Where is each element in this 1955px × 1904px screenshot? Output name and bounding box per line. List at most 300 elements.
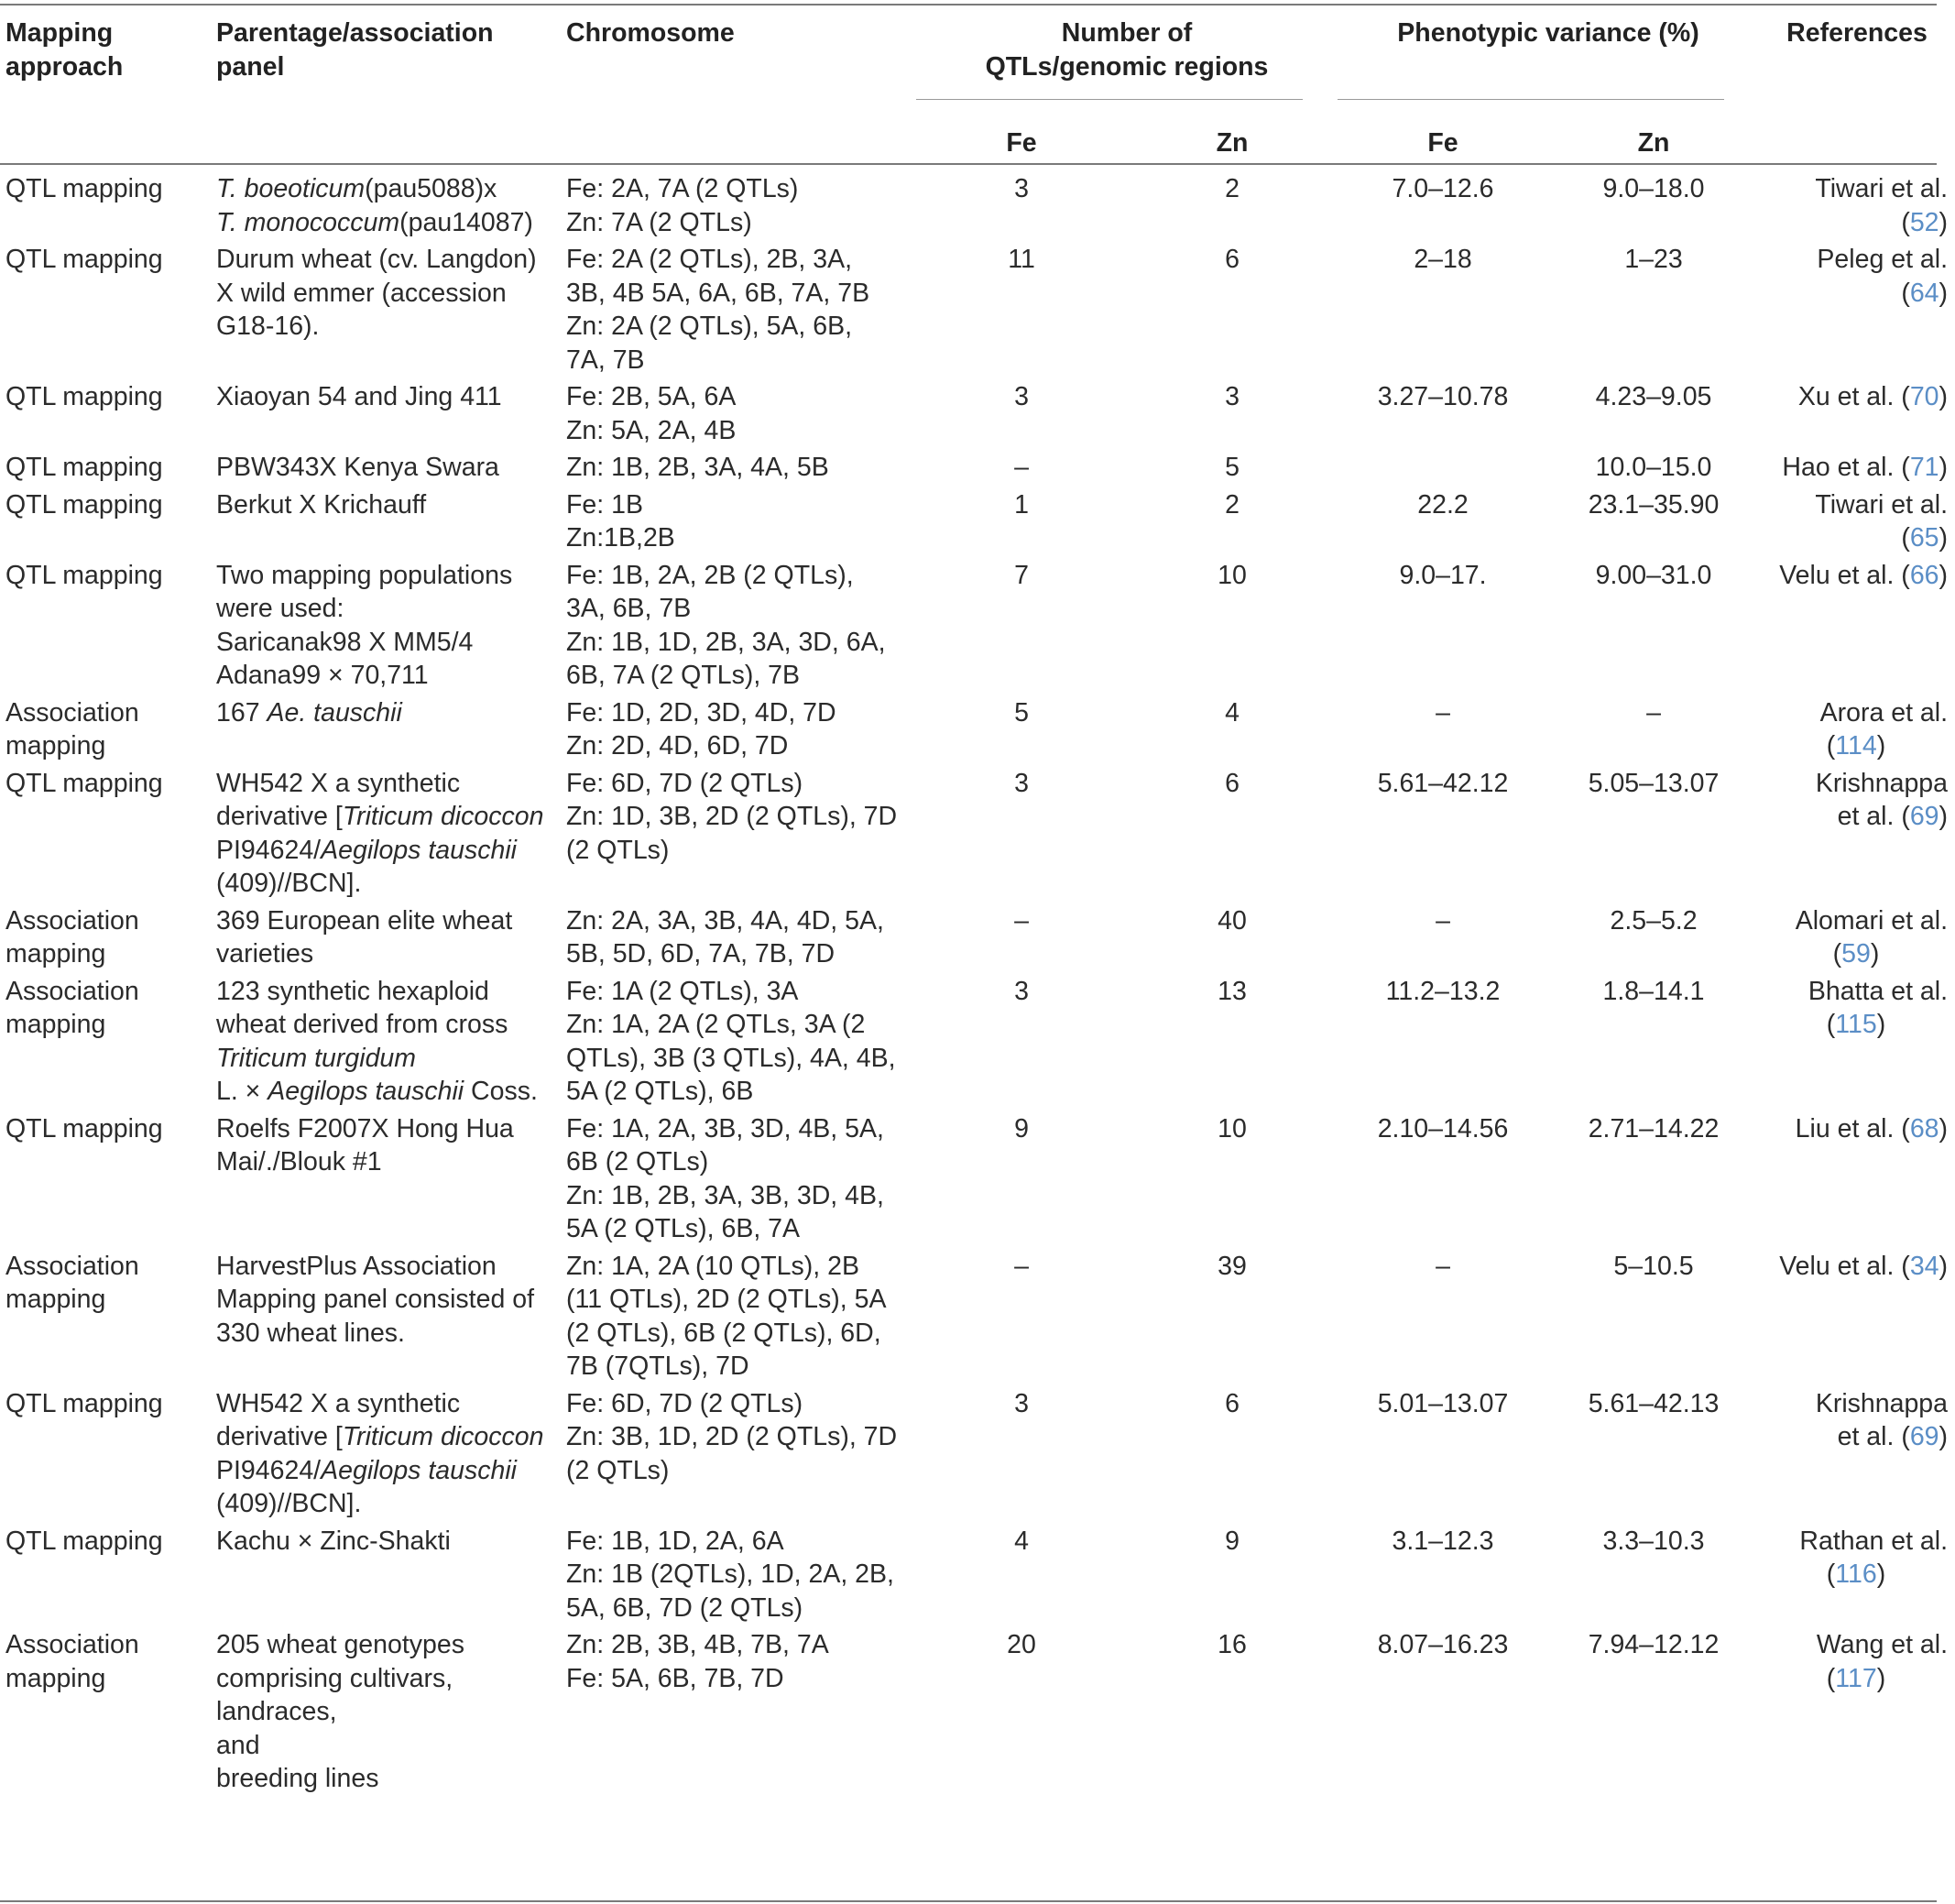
table-row (0, 485, 1955, 555)
reference-line (1764, 1008, 1948, 1042)
cell-number-fe: 3 (1014, 1388, 1029, 1418)
cell-reference (1759, 693, 1955, 763)
panel-text: Saricanak98 X MM5/4 (216, 627, 474, 657)
panel-line (216, 1042, 555, 1076)
panel-line (216, 626, 555, 660)
chromosome-line: Zn:1B,2B (566, 523, 675, 553)
table-row (0, 971, 1955, 1109)
reference-text: Tiwari et al. ( (1815, 174, 1949, 237)
cell-reference (1759, 555, 1955, 693)
cell-panel (211, 901, 561, 971)
panel-line (216, 559, 555, 593)
panel-line (216, 1662, 555, 1696)
panel-text: Aegilops tauschii (268, 1077, 464, 1106)
cell-variance-fe: 22.2 (1417, 489, 1469, 520)
reference-citation: 68 (1909, 1113, 1939, 1143)
cell-panel (211, 377, 561, 447)
reference-text: ) (1939, 453, 1949, 482)
chromosome-line: Fe: 1B (566, 489, 643, 520)
cell-reference (1759, 763, 1955, 901)
panel-line (216, 310, 555, 344)
chromosome-line: Zn: 3B, 1D, 2D (2 QTLs), 7D (566, 1422, 898, 1451)
reference-line (1764, 243, 1948, 310)
table-row (0, 169, 1955, 239)
chromosome-line: (2 QTLs), 6B (2 QTLs), 6D, (566, 1318, 881, 1348)
qtl-table (0, 4, 1955, 1796)
panel-text: (pau5088)x (365, 174, 497, 203)
panel-line (216, 767, 555, 801)
panel-text: PI94624/ (216, 835, 322, 865)
reference-citation: 70 (1909, 382, 1939, 411)
approach-line: mapping (5, 1663, 106, 1693)
panel-line (216, 1628, 555, 1662)
cell-number-fe: 9 (1014, 1113, 1029, 1143)
reference-line (1764, 559, 1948, 593)
cell-panel (211, 763, 561, 901)
panel-text: PI94624/ (216, 1455, 322, 1485)
panel-text: G18-16). (216, 312, 320, 341)
cell-variance-zn: 5.05–13.07 (1588, 768, 1720, 798)
cell-mapping-approach: QTL mapping (5, 1526, 163, 1556)
chromosome-line: Zn: 2A, 3A, 3B, 4A, 4D, 5A, (566, 905, 884, 936)
cell-mapping-approach (0, 901, 211, 971)
reference-text: Peleg et al. ( (1817, 245, 1949, 308)
reference-line (1764, 729, 1948, 763)
cell-panel (211, 1625, 561, 1796)
panel-line (216, 1387, 555, 1421)
panel-text: Xiaoyan 54 and Jing 411 (216, 382, 502, 411)
cell-variance-zn: 4.23–9.05 (1595, 382, 1712, 411)
cell-number-zn: 6 (1225, 768, 1240, 798)
cell-number-zn: 9 (1225, 1526, 1240, 1556)
reference-text: Liu et al. ( (1795, 1113, 1910, 1143)
reference-citation: 69 (1909, 1422, 1939, 1451)
reference-citation: 64 (1909, 278, 1939, 308)
cell-mapping-approach: QTL mapping (5, 453, 163, 482)
cell-number-fe: 1 (1014, 489, 1029, 520)
chromosome-line: 5A (2 QTLs), 6B (566, 1077, 754, 1106)
reference-citation: 116 (1835, 1559, 1877, 1589)
header-mapping-approach: Mapping approach (5, 18, 124, 82)
cell-panel (211, 239, 561, 377)
cell-variance-fe: – (1436, 905, 1450, 936)
panel-line (216, 1075, 555, 1109)
reference-citation: 117 (1835, 1663, 1877, 1693)
panel-line (216, 1250, 555, 1284)
cell-number-fe: 3 (1014, 174, 1029, 203)
cell-mapping-approach: QTL mapping (5, 1113, 163, 1143)
table-row (0, 239, 1955, 377)
reference-line (1764, 380, 1948, 414)
cell-variance-zn: 9.0–18.0 (1602, 174, 1705, 203)
cell-variance-fe: 2.10–14.56 (1377, 1113, 1509, 1143)
panel-line (216, 1525, 555, 1559)
panel-text: PBW343X Kenya Swara (216, 453, 499, 482)
table-row (0, 763, 1955, 901)
chromosome-line: Zn: 2B, 3B, 4B, 7B, 7A (566, 1630, 829, 1659)
panel-text: WH542 X a synthetic (216, 768, 461, 798)
cell-variance-fe (1338, 447, 1548, 485)
reference-citation: 34 (1909, 1251, 1939, 1281)
reference-text: ) (1939, 1113, 1949, 1143)
panel-text: 369 European elite wheat (216, 905, 513, 936)
reference-citation: 114 (1835, 731, 1877, 761)
header-variance-fe: Fe (1427, 128, 1458, 158)
cell-reference (1759, 1384, 1955, 1521)
panel-text: Two mapping populations (216, 560, 513, 590)
chromosome-line: 7B (7QTLs), 7D (566, 1351, 749, 1381)
cell-reference (1759, 901, 1955, 971)
approach-line: mapping (5, 1010, 106, 1039)
cell-number-fe: – (1014, 453, 1029, 482)
cell-variance-fe: 3.1–12.3 (1392, 1526, 1494, 1556)
panel-line (216, 592, 555, 626)
approach-line: Association (5, 976, 139, 1006)
cell-variance-zn: 3.3–10.3 (1602, 1526, 1705, 1556)
table-row (0, 1521, 1955, 1625)
cell-chromosome (561, 169, 916, 239)
chromosome-line: Fe: 2A (2 QTLs), 2B, 3A, (566, 245, 853, 274)
cell-panel (211, 1384, 561, 1521)
cell-number-fe: 4 (1014, 1526, 1029, 1556)
reference-citation: 65 (1909, 523, 1939, 553)
table-row (0, 1246, 1955, 1384)
cell-number-zn: 39 (1218, 1251, 1247, 1281)
chromosome-line: Fe: 2B, 5A, 6A (566, 382, 737, 411)
reference-citation: 59 (1841, 939, 1871, 968)
panel-text: Aegilops tauschii (321, 835, 517, 865)
cell-variance-zn: 23.1–35.90 (1588, 489, 1720, 520)
panel-text: Triticum dicoccon (342, 802, 544, 831)
cell-variance-fe: 3.27–10.78 (1377, 382, 1509, 411)
reference-text: Xu et al. ( (1797, 382, 1910, 411)
panel-text: Mapping panel consisted of (216, 1285, 534, 1314)
reference-text: et al. ( (1837, 1422, 1910, 1451)
reference-text: ( (1826, 1559, 1836, 1589)
chromosome-line: Fe: 1A, 2A, 3B, 3D, 4B, 5A, (566, 1113, 884, 1143)
header-chromosome: Chromosome (566, 18, 735, 48)
panel-text: Coss. (464, 1077, 538, 1106)
cell-variance-zn: 9.00–31.0 (1595, 560, 1712, 590)
reference-text: ) (1939, 1422, 1949, 1451)
cell-number-zn: 16 (1218, 1630, 1247, 1659)
panel-line (216, 1762, 555, 1796)
panel-text: 123 synthetic hexaploid (216, 976, 489, 1006)
header-variance-zn: Zn (1637, 128, 1670, 158)
reference-text: Velu et al. ( (1779, 1251, 1910, 1281)
cell-reference (1759, 485, 1955, 555)
table-row (0, 377, 1955, 447)
cell-number-zn: 40 (1218, 905, 1247, 936)
reference-text: ) (1939, 207, 1949, 237)
cell-number-fe: 7 (1014, 560, 1029, 590)
cell-mapping-approach (0, 693, 211, 763)
cell-variance-fe: 5.01–13.07 (1377, 1388, 1509, 1418)
reference-text: ) (1870, 939, 1880, 968)
panel-line (216, 380, 555, 414)
chromosome-line: Fe: 1B, 2A, 2B (2 QTLs), (566, 560, 854, 590)
chromosome-line: (11 QTLs), 2D (2 QTLs), 5A (566, 1285, 887, 1314)
approach-line: Association (5, 905, 139, 936)
chromosome-line: Zn: 2D, 4D, 6D, 7D (566, 731, 789, 761)
panel-line (216, 1729, 555, 1763)
cell-panel (211, 485, 561, 555)
approach-line: Association (5, 697, 139, 728)
panel-line (216, 867, 555, 901)
cell-reference (1759, 169, 1955, 239)
panel-line (216, 1112, 555, 1146)
table-body (0, 169, 1955, 1796)
panel-text: varieties (216, 939, 314, 968)
chromosome-line: Zn: 5A, 2A, 4B (566, 415, 737, 445)
panel-text: HarvestPlus Association (216, 1251, 497, 1281)
table-row (0, 1109, 1955, 1246)
panel-line (216, 172, 555, 206)
reference-text: ( (1826, 1010, 1836, 1039)
panel-text: Ae. tauschii (267, 697, 402, 728)
reference-text: ) (1939, 278, 1949, 308)
cell-chromosome (561, 1384, 916, 1521)
cell-chromosome (561, 1521, 916, 1625)
header-panel: Parentage/association panel (216, 18, 494, 82)
cell-panel (211, 1246, 561, 1384)
approach-line: mapping (5, 1285, 106, 1314)
cell-variance-fe: 7.0–12.6 (1392, 174, 1494, 203)
chromosome-line: Fe: 1A (2 QTLs), 3A (566, 976, 799, 1006)
cell-chromosome (561, 447, 916, 485)
header-number-fe: Fe (1006, 128, 1037, 158)
panel-text: 167 (216, 697, 268, 728)
panel-text: Berkut X Krichauff (216, 489, 427, 520)
panel-text: wheat derived from cross (216, 1010, 508, 1039)
cell-number-zn: 13 (1218, 976, 1247, 1006)
header-references: References (1786, 18, 1928, 48)
reference-line (1764, 800, 1948, 834)
reference-text: ) (1939, 1251, 1949, 1281)
reference-line (1764, 451, 1948, 485)
reference-line: Rathan et al. (1799, 1526, 1949, 1556)
panel-line (216, 1317, 555, 1351)
cell-mapping-approach: QTL mapping (5, 245, 163, 274)
cell-chromosome (561, 971, 916, 1109)
cell-variance-fe: – (1436, 1251, 1450, 1281)
cell-chromosome (561, 485, 916, 555)
cell-variance-fe: – (1436, 697, 1450, 728)
chromosome-line: (2 QTLs) (566, 835, 670, 865)
cell-number-zn: 2 (1225, 489, 1240, 520)
panel-text: L. × (216, 1077, 268, 1106)
cell-number-fe: – (1014, 1251, 1029, 1281)
chromosome-line: Fe: 6D, 7D (2 QTLs) (566, 768, 803, 798)
chromosome-line: (2 QTLs) (566, 1455, 670, 1485)
cell-variance-zn: – (1646, 697, 1661, 728)
cell-variance-zn: 7.94–12.12 (1588, 1630, 1720, 1659)
panel-text: landraces, (216, 1697, 337, 1726)
chromosome-line: Fe: 1D, 2D, 3D, 4D, 7D (566, 697, 836, 728)
cell-variance-zn: 2.5–5.2 (1610, 905, 1698, 936)
chromosome-line: 5B, 5D, 6D, 7A, 7B, 7D (566, 939, 836, 968)
header-number-zn: Zn (1216, 128, 1249, 158)
cell-number-zn: 10 (1218, 1113, 1247, 1143)
chromosome-line: Zn: 1B (2QTLs), 1D, 2A, 2B, (566, 1559, 894, 1589)
chromosome-line: Zn: 1A, 2A (2 QTLs, 3A (2 (566, 1010, 866, 1039)
cell-mapping-approach (0, 1246, 211, 1384)
panel-line (216, 834, 555, 868)
panel-line (216, 451, 555, 485)
panel-text: Aegilops tauschii (321, 1455, 517, 1485)
panel-text: (pau14087) (399, 207, 533, 237)
cell-variance-fe: 11.2–13.2 (1385, 976, 1501, 1006)
reference-line: Krishnappa (1815, 768, 1949, 798)
cell-variance-fe: 8.07–16.23 (1377, 1630, 1509, 1659)
panel-text: and (216, 1730, 260, 1760)
cell-panel (211, 693, 561, 763)
cell-number-fe: 5 (1014, 697, 1029, 728)
panel-line (216, 696, 555, 730)
panel-text: X wild emmer (accession (216, 278, 507, 308)
cell-chromosome (561, 693, 916, 763)
panel-text: derivative [ (216, 1422, 343, 1451)
reference-line (1764, 488, 1948, 555)
cell-mapping-approach: QTL mapping (5, 489, 163, 520)
cell-variance-zn: 10.0–15.0 (1595, 453, 1712, 482)
reference-line: Arora et al. (1819, 697, 1949, 728)
chromosome-line: Zn: 1D, 3B, 2D (2 QTLs), 7D (566, 802, 898, 831)
panel-line (216, 1454, 555, 1488)
reference-text: et al. ( (1837, 802, 1910, 831)
cell-mapping-approach (0, 971, 211, 1109)
cell-mapping-approach: QTL mapping (5, 382, 163, 411)
chromosome-line: 3B, 4B 5A, 6A, 6B, 7A, 7B (566, 278, 870, 308)
chromosome-line: Fe: 1B, 1D, 2A, 6A (566, 1526, 784, 1556)
cell-mapping-approach (0, 1625, 211, 1796)
cell-reference (1759, 447, 1955, 485)
chromosome-line: Zn: 1B, 2B, 3A, 4A, 5B (566, 453, 829, 482)
cell-panel (211, 1521, 561, 1625)
cell-panel (211, 555, 561, 693)
cell-number-zn: 3 (1225, 382, 1240, 411)
cell-variance-fe: 9.0–17. (1399, 560, 1487, 590)
cell-number-fe: – (1014, 905, 1029, 936)
chromosome-line: Zn: 7A (2 QTLs) (566, 207, 752, 237)
panel-text: Durum wheat (cv. Langdon) (216, 245, 537, 274)
table-row (0, 555, 1955, 693)
cell-chromosome (561, 1109, 916, 1246)
reference-text: ( (1832, 939, 1842, 968)
panel-text: 205 wheat genotypes (216, 1630, 464, 1659)
table-row (0, 693, 1955, 763)
panel-text: 330 wheat lines. (216, 1318, 405, 1348)
cell-panel (211, 169, 561, 239)
panel-text: T. monococcum (216, 207, 400, 237)
reference-line: Alomari et al. (1795, 905, 1949, 936)
cell-panel (211, 447, 561, 485)
panel-line (216, 937, 555, 971)
panel-text: Triticum turgidum (216, 1043, 417, 1073)
panel-text: (409)//BCN]. (216, 869, 362, 898)
cell-variance-zn: 1.8–14.1 (1602, 976, 1705, 1006)
panel-text: T. boeoticum (216, 174, 366, 203)
panel-line (216, 1420, 555, 1454)
chromosome-line: Zn: 1B, 2B, 3A, 3B, 3D, 4B, (566, 1180, 884, 1210)
cell-chromosome (561, 377, 916, 447)
panel-text: Roelfs F2007X Hong Hua (216, 1113, 514, 1143)
panel-line (216, 1008, 555, 1042)
panel-line (216, 800, 555, 834)
cell-reference (1759, 1625, 1955, 1796)
reference-text: ( (1826, 1663, 1836, 1693)
cell-number-zn: 5 (1225, 453, 1240, 482)
reference-line (1764, 937, 1948, 971)
panel-line (216, 1695, 555, 1729)
reference-line: Wang et al. (1816, 1630, 1949, 1659)
reference-line: Bhatta et al. (1808, 976, 1949, 1006)
table-row (0, 901, 1955, 971)
chromosome-line: 5A (2 QTLs), 6B, 7A (566, 1214, 801, 1243)
reference-text: Hao et al. ( (1782, 453, 1910, 482)
cell-reference (1759, 239, 1955, 377)
panel-text: were used: (216, 594, 344, 623)
cell-chromosome (561, 763, 916, 901)
reference-text: Tiwari et al. ( (1815, 489, 1949, 553)
chromosome-line: 5A, 6B, 7D (2 QTLs) (566, 1592, 803, 1623)
cell-number-zn: 2 (1225, 174, 1240, 203)
chromosome-line: Fe: 5A, 6B, 7B, 7D (566, 1663, 784, 1693)
cell-chromosome (561, 1246, 916, 1384)
header-number-of-qtls: Number of QTLs/genomic regions (985, 18, 1269, 82)
cell-reference (1759, 1246, 1955, 1384)
reference-line (1764, 1558, 1948, 1592)
reference-text: ) (1939, 560, 1949, 590)
reference-text: ) (1939, 523, 1949, 553)
cell-panel (211, 1109, 561, 1246)
approach-line: Association (5, 1251, 139, 1281)
cell-number-zn: 6 (1225, 245, 1240, 274)
reference-text: ) (1876, 1663, 1886, 1693)
panel-line (216, 206, 555, 240)
table-row (0, 447, 1955, 485)
reference-text: ( (1826, 731, 1836, 761)
reference-text: ) (1876, 1559, 1886, 1589)
cell-panel (211, 971, 561, 1109)
cell-number-fe: 3 (1014, 382, 1029, 411)
cell-mapping-approach: QTL mapping (5, 1388, 163, 1418)
cell-mapping-approach: QTL mapping (5, 174, 163, 203)
panel-text: breeding lines (216, 1764, 379, 1793)
reference-line (1764, 1250, 1948, 1284)
header-phenotypic-variance: Phenotypic variance (%) (1397, 18, 1699, 48)
panel-line (216, 243, 555, 277)
panel-line (216, 1145, 555, 1179)
cell-mapping-approach: QTL mapping (5, 768, 163, 798)
table-row (0, 1625, 1955, 1796)
panel-text: comprising cultivars, (216, 1663, 453, 1693)
reference-citation: 52 (1909, 207, 1939, 237)
cell-number-fe: 20 (1007, 1630, 1036, 1659)
cell-variance-zn: 2.71–14.22 (1588, 1113, 1720, 1143)
panel-line (216, 659, 555, 693)
panel-line (216, 975, 555, 1009)
cell-variance-zn: 5.61–42.13 (1588, 1388, 1720, 1418)
cell-reference (1759, 971, 1955, 1109)
chromosome-line: Zn: 2A (2 QTLs), 5A, 6B, (566, 312, 853, 341)
cell-number-fe: 11 (1008, 245, 1035, 274)
cell-chromosome (561, 901, 916, 971)
approach-line: mapping (5, 731, 106, 761)
cell-chromosome (561, 555, 916, 693)
panel-line (216, 277, 555, 311)
cell-reference (1759, 1109, 1955, 1246)
